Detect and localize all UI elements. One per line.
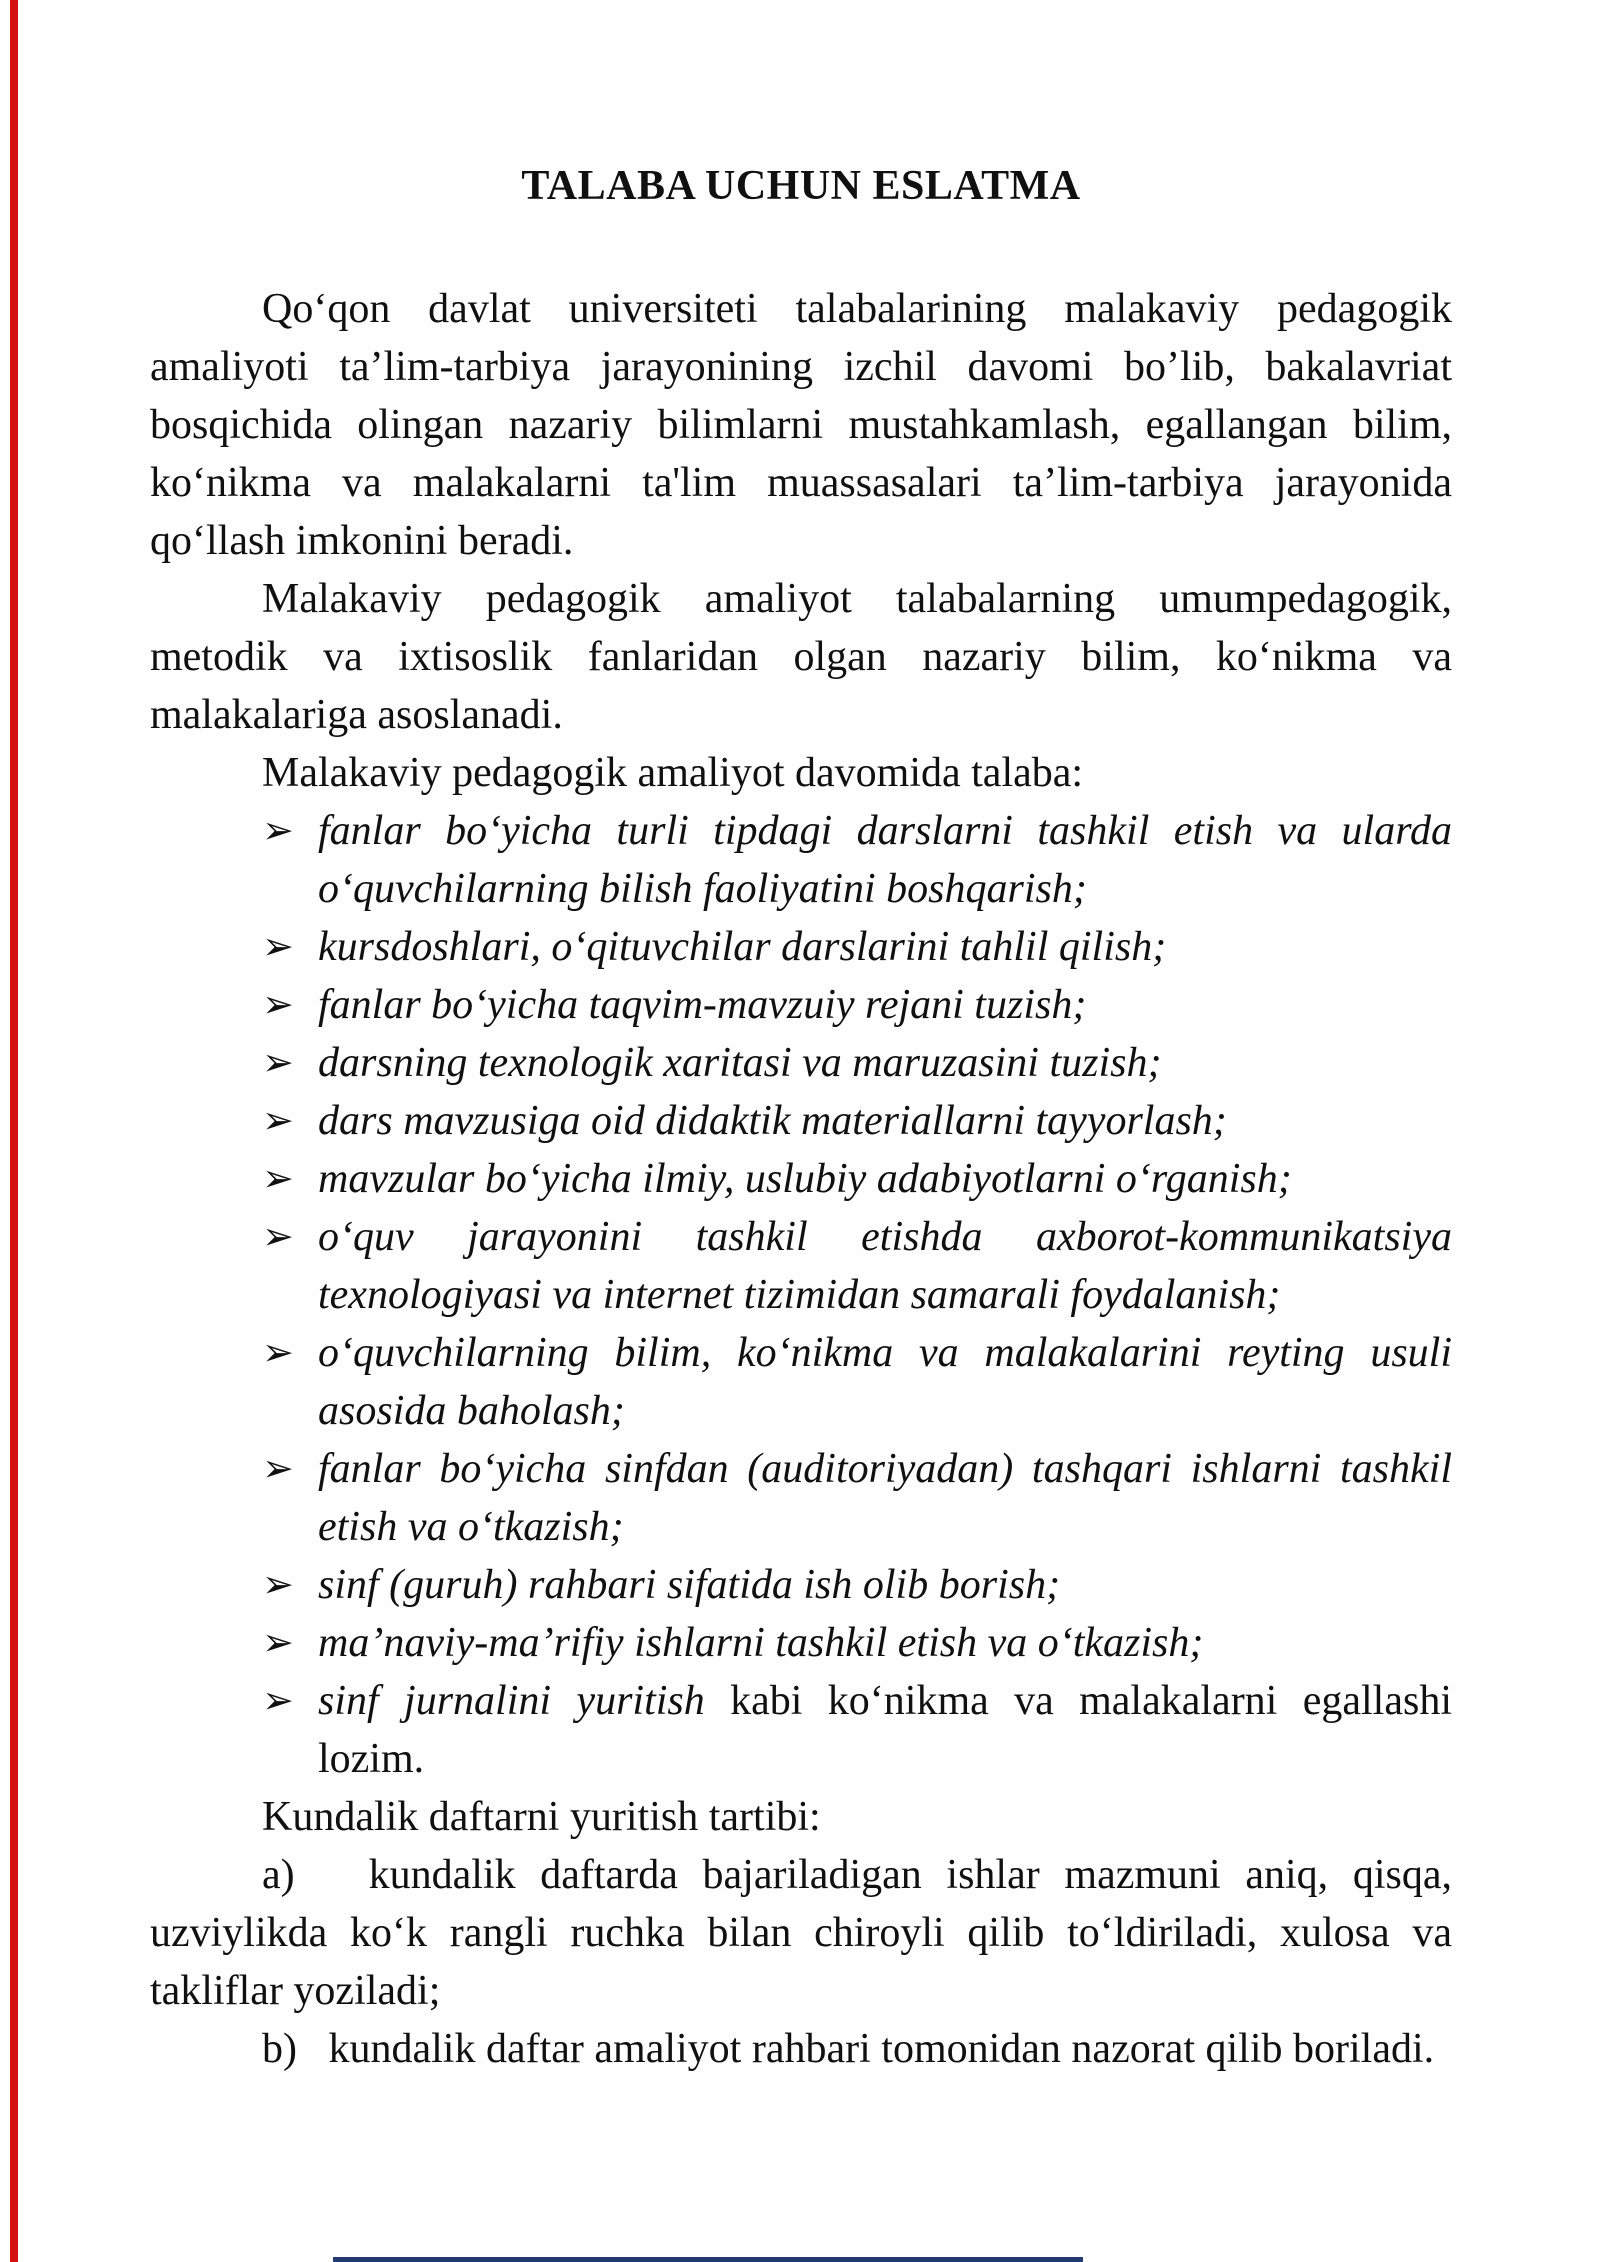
list-item	[262, 918, 1452, 976]
list-item-text: mavzular bo‘yicha ilmiy, uslubiy adabiyotlarni o‘rganish;	[318, 1156, 1292, 1202]
list-item	[262, 1614, 1452, 1672]
arrow-bullet-icon: ➢	[262, 1042, 294, 1084]
arrow-bullet-icon: ➢	[262, 926, 294, 968]
list-item-text-roman-tail: kabi ko‘nikma va malakalarni egallashi lozim.	[318, 1678, 1452, 1782]
paragraph-rule-b: b) kundalik daftar amaliyot rahbari tomonidan nazorat qilib boriladi.	[262, 2026, 1435, 2072]
list-item	[262, 1092, 1452, 1150]
list-item-text: sinf (guruh) rahbari sifatida ish olib borish;	[318, 1562, 1061, 1608]
paragraph-rule-a: a) kundalik daftarda bajariladigan ishlar mazmuni aniq, qisqa, uzviylikda ko‘k rangli ruchka bilan chiroyli qilib to‘ldiriladi, xulosa va takliflar yoziladi;	[150, 1852, 1452, 2014]
list-item-text: fanlar bo‘yicha taqvim-mavzuiy rejani tuzish;	[318, 982, 1087, 1028]
list-item-text: dars mavzusiga oid didaktik materiallarni tayyorlash;	[318, 1098, 1227, 1144]
arrow-bullet-icon: ➢	[262, 1158, 294, 1200]
list-item-text: darsning texnologik xaritasi va maruzasini tuzish;	[318, 1040, 1162, 1086]
paragraph-basis: Malakaviy pedagogik amaliyot talabalarning umumpedagogik, metodik va ixtisoslik fanlaridan olgan nazariy bilim, ko‘nikma va malakalariga asoslanadi.	[150, 576, 1452, 738]
red-margin-line	[10, 0, 18, 2262]
list-item-text: fanlar bo‘yicha turli tipdagi darslarni tashkil etish va ularda o‘quvchilarning bilish faoliyatini boshqarish;	[318, 808, 1452, 912]
list-item-text-italic-lead: sinf jurnalini yuritish	[318, 1678, 705, 1724]
list-item	[262, 1034, 1452, 1092]
list-item-text: kursdoshlari, o‘qituvchilar darslarini tahlil qilish;	[318, 924, 1167, 970]
paragraph-intro: Qo‘qon davlat universiteti talabalarining malakaviy pedagogik amaliyoti ta’lim-tarbiya jarayonining izchil davomi bo’lib, bakalavriat bosqichida olingan nazariy bilimlarni mustahkamlash, egallangan bilim, ko‘nikma va malakalarni ta'lim muassasalari ta’lim-tarbiya jarayonida qo‘llash imkonini beradi.	[150, 286, 1452, 564]
arrow-bullet-icon: ➢	[262, 984, 294, 1026]
arrow-bullet-icon: ➢	[262, 1216, 294, 1258]
list-item-text: fanlar bo‘yicha sinfdan (auditoriyadan) tashqari ishlarni tashkil etish va o‘tkazish;	[318, 1446, 1452, 1550]
arrow-bullet-icon: ➢	[262, 1564, 294, 1606]
list-item	[262, 802, 1452, 918]
arrow-bullet-icon: ➢	[262, 1332, 294, 1374]
page-title: TALABA UCHUN ESLATMA	[521, 163, 1081, 209]
list-item	[262, 1324, 1452, 1440]
list-item	[262, 1150, 1452, 1208]
list-item	[262, 1556, 1452, 1614]
list-item	[262, 976, 1452, 1034]
paragraph-list-lead: Malakaviy pedagogik amaliyot davomida talaba:	[262, 750, 1084, 796]
list-item-text: o‘quvchilarning bilim, ko‘nikma va malakalarini reyting usuli asosida baholash;	[318, 1330, 1452, 1434]
arrow-bullet-icon: ➢	[262, 1100, 294, 1142]
arrow-bullet-icon: ➢	[262, 1680, 294, 1722]
document-content	[150, 0, 1452, 2078]
arrow-bullet-icon: ➢	[262, 1622, 294, 1664]
arrow-bullet-icon: ➢	[262, 1448, 294, 1490]
bottom-blue-rule	[333, 2257, 1083, 2262]
list-item	[262, 1208, 1452, 1324]
bullet-list	[150, 802, 1452, 1788]
list-item-text: ma’naviy-ma’rifiy ishlarni tashkil etish va o‘tkazish;	[318, 1620, 1204, 1666]
list-item	[262, 1440, 1452, 1556]
paragraph-diary-lead: Kundalik daftarni yuritish tartibi:	[262, 1794, 821, 1840]
arrow-bullet-icon: ➢	[262, 810, 294, 852]
list-item-text: o‘quv jarayonini tashkil etishda axborot-kommunikatsiya texnologiyasi va internet tizimidan samarali foydalanish;	[318, 1214, 1452, 1318]
list-item	[262, 1672, 1452, 1788]
